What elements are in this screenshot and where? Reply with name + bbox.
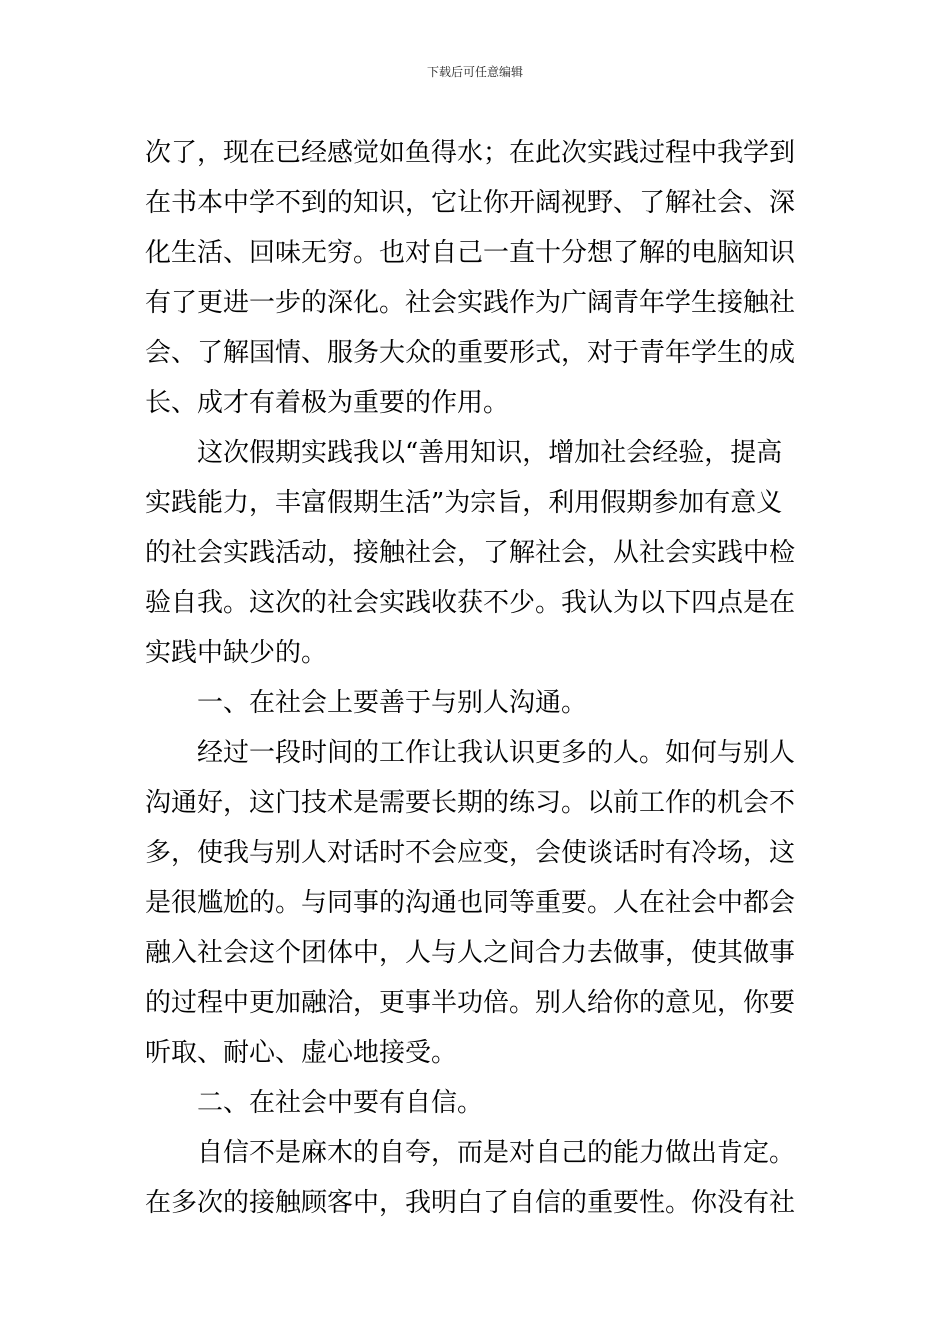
text-line: 有了更进一步的深化。社会实践作为广阔青年学生接触社 xyxy=(145,288,796,318)
text-line: 融入社会这个团体中，人与人之间合力去做事，使其做事 xyxy=(145,938,796,968)
text-line: 长、成才有着极为重要的作用。 xyxy=(145,388,510,418)
text-line: 听取、耐心、虚心地接受。 xyxy=(145,1038,458,1068)
paragraph-first-line: 自信不是麻木的自夸，而是对自己的能力做出肯定。 xyxy=(197,1138,796,1168)
section-heading: 二、在社会中要有自信。 xyxy=(197,1088,484,1118)
text-line: 实践能力，丰富假期生活”为宗旨，利用假期参加有意义 xyxy=(145,488,783,518)
text-line: 会、了解国情、服务大众的重要形式，对于青年学生的成 xyxy=(145,338,796,368)
text-line: 次了，现在已经感觉如鱼得水；在此次实践过程中我学到 xyxy=(145,138,796,168)
text-line: 验自我。这次的社会实践收获不少。我认为以下四点是在 xyxy=(145,588,796,618)
text-line: 化生活、回味无穷。也对自己一直十分想了解的电脑知识 xyxy=(145,238,796,268)
text-line: 在书本中学不到的知识，它让你开阔视野、了解社会、深 xyxy=(145,188,796,218)
text-line: 多，使我与别人对话时不会应变，会使谈话时有冷场，这 xyxy=(145,838,796,868)
paragraph-first-line: 这次假期实践我以“善用知识，增加社会经验，提高 xyxy=(197,438,783,468)
text-line: 的社会实践活动，接触社会，了解社会，从社会实践中检 xyxy=(145,538,796,568)
text-line: 在多次的接触顾客中，我明白了自信的重要性。你没有社 xyxy=(145,1188,796,1218)
section-heading: 一、在社会上要善于与别人沟通。 xyxy=(197,688,588,718)
text-line: 是很尴尬的。与同事的沟通也同等重要。人在社会中都会 xyxy=(145,888,796,918)
text-line: 沟通好，这门技术是需要长期的练习。以前工作的机会不 xyxy=(145,788,796,818)
page-header: 下载后可任意编辑 xyxy=(426,65,523,79)
text-line: 实践中缺少的。 xyxy=(145,638,328,668)
text-line: 的过程中更加融洽，更事半功倍。别人给你的意见，你要 xyxy=(145,988,796,1018)
document-body xyxy=(145,128,815,1228)
paragraph-first-line: 经过一段时间的工作让我认识更多的人。如何与别人 xyxy=(197,738,796,768)
